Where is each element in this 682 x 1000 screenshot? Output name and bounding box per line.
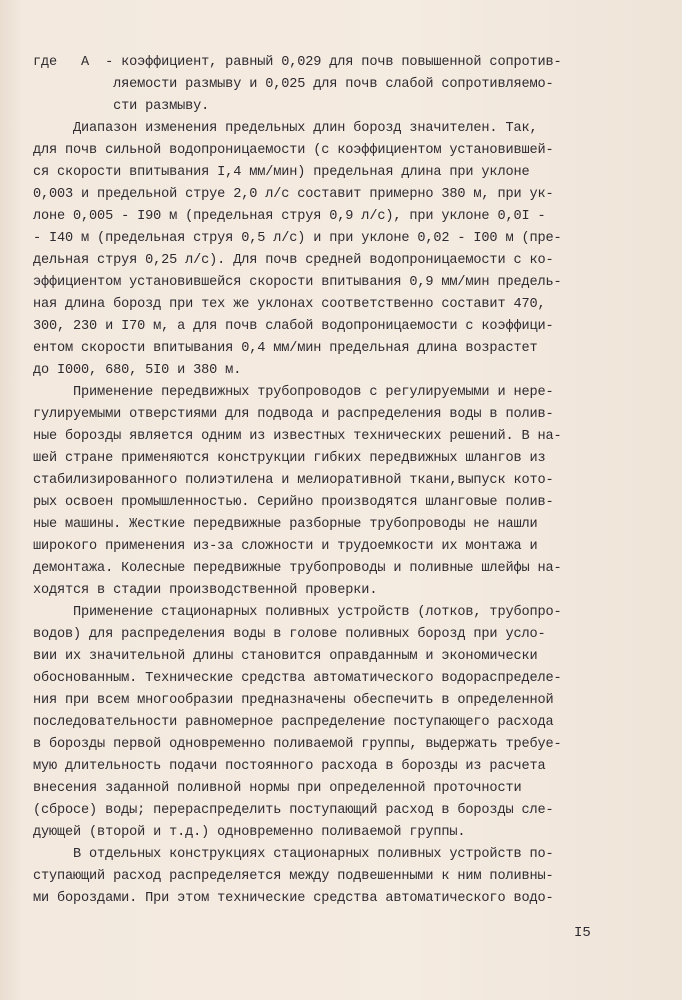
- text-line: В отдельных конструкциях стационарных поливных устройств по-: [33, 847, 554, 862]
- text-line: ния при всем многообразии предназначены обеспечить в определенной: [33, 693, 554, 708]
- text-line: дующей (второй и т.д.) одновременно поливаемой группы.: [33, 825, 466, 840]
- text-line: ходятся в стадии производственной проверки.: [33, 583, 378, 598]
- text-line: Диапазон изменения предельных длин борозд значителен. Так,: [33, 121, 538, 136]
- text-line: лоне 0,005 - I90 м (предельная струя 0,9 л/с), при уклоне 0,0I -: [33, 209, 546, 224]
- text-line: ся скорости впитывания I,4 мм/мин) предельная длина при уклоне: [33, 165, 530, 180]
- text-line: ные борозды является одним из известных технических решений. В на-: [33, 429, 562, 444]
- text-line: эффициентом установившейся скорости впитывания 0,9 мм/мин предель-: [33, 275, 562, 290]
- text-line: ляемости размыву и 0,025 для почв слабой сопротивляемо-: [33, 77, 554, 92]
- text-line: демонтажа. Колесные передвижные трубопроводы и поливные шлейфы на-: [33, 561, 562, 576]
- text-line: внесения заданной поливной нормы при определенной проточности: [33, 781, 522, 796]
- text-line: где A - коэффициент, равный 0,029 для почв повышенной сопротив-: [33, 55, 562, 70]
- text-line: шей стране применяются конструкции гибких передвижных шлангов из: [33, 451, 546, 466]
- text-line: обоснованным. Технические средства автоматического водораспределе-: [33, 671, 562, 686]
- text-line: водов) для распределения воды в голове поливных борозд при усло-: [33, 627, 546, 642]
- text-line: Применение стационарных поливных устройств (лотков, трубопро-: [33, 605, 562, 620]
- text-line: до I000, 680, 5I0 и 380 м.: [33, 363, 242, 378]
- text-line: Применение передвижных трубопроводов с регулируемыми и нере-: [33, 385, 554, 400]
- text-line: рых освоен промышленностью. Серийно производятся шланговые полив-: [33, 495, 554, 510]
- text-line: (сбросе) воды; перераспределить поступающий расход в борозды сле-: [33, 803, 554, 818]
- text-line: ми бороздами. При этом технические средства автоматического водо-: [33, 891, 554, 906]
- page-number: I5: [574, 925, 591, 941]
- text-line: сти размыву.: [33, 99, 210, 114]
- text-line: вии их значительной длины становится оправданным и экономически: [33, 649, 538, 664]
- text-line: ные машины. Жесткие передвижные разборные трубопроводы не нашли: [33, 517, 538, 532]
- text-line: 300, 230 и I70 м, а для почв слабой водопроницаемости с коэффици-: [33, 319, 554, 334]
- text-line: ступающий расход распределяется между подвешенными к ним поливны-: [33, 869, 554, 884]
- text-line: мую длительность подачи постоянного расхода в борозды из расчета: [33, 759, 546, 774]
- text-line: ентом скорости впитывания 0,4 мм/мин предельная длина возрастет: [33, 341, 538, 356]
- text-line: - I40 м (предельная струя 0,5 л/с) и при уклоне 0,02 - I00 м (пре-: [33, 231, 562, 246]
- text-line: 0,003 и предельной струе 2,0 л/с составит примерно 380 м, при ук-: [33, 187, 554, 202]
- text-line: гулируемыми отверстиями для подвода и распределения воды в полив-: [33, 407, 554, 422]
- text-line: последовательности равномерное распределение поступающего расхода: [33, 715, 554, 730]
- text-line: для почв сильной водопроницаемости (с коэффициентом установившей-: [33, 143, 554, 158]
- text-line: дельная струя 0,25 л/с). Для почв средней водопроницаемости с ко-: [33, 253, 554, 268]
- text-line: в борозды первой одновременно поливаемой группы, выдержать требуе-: [33, 737, 562, 752]
- text-line: стабилизированного полиэтилена и мелиоративной ткани,выпуск кото-: [33, 473, 554, 488]
- text-line: широкого применения из-за сложности и трудоемкости их монтажа и: [33, 539, 538, 554]
- text-line: ная длина борозд при тех же уклонах соответственно составит 470,: [33, 297, 546, 312]
